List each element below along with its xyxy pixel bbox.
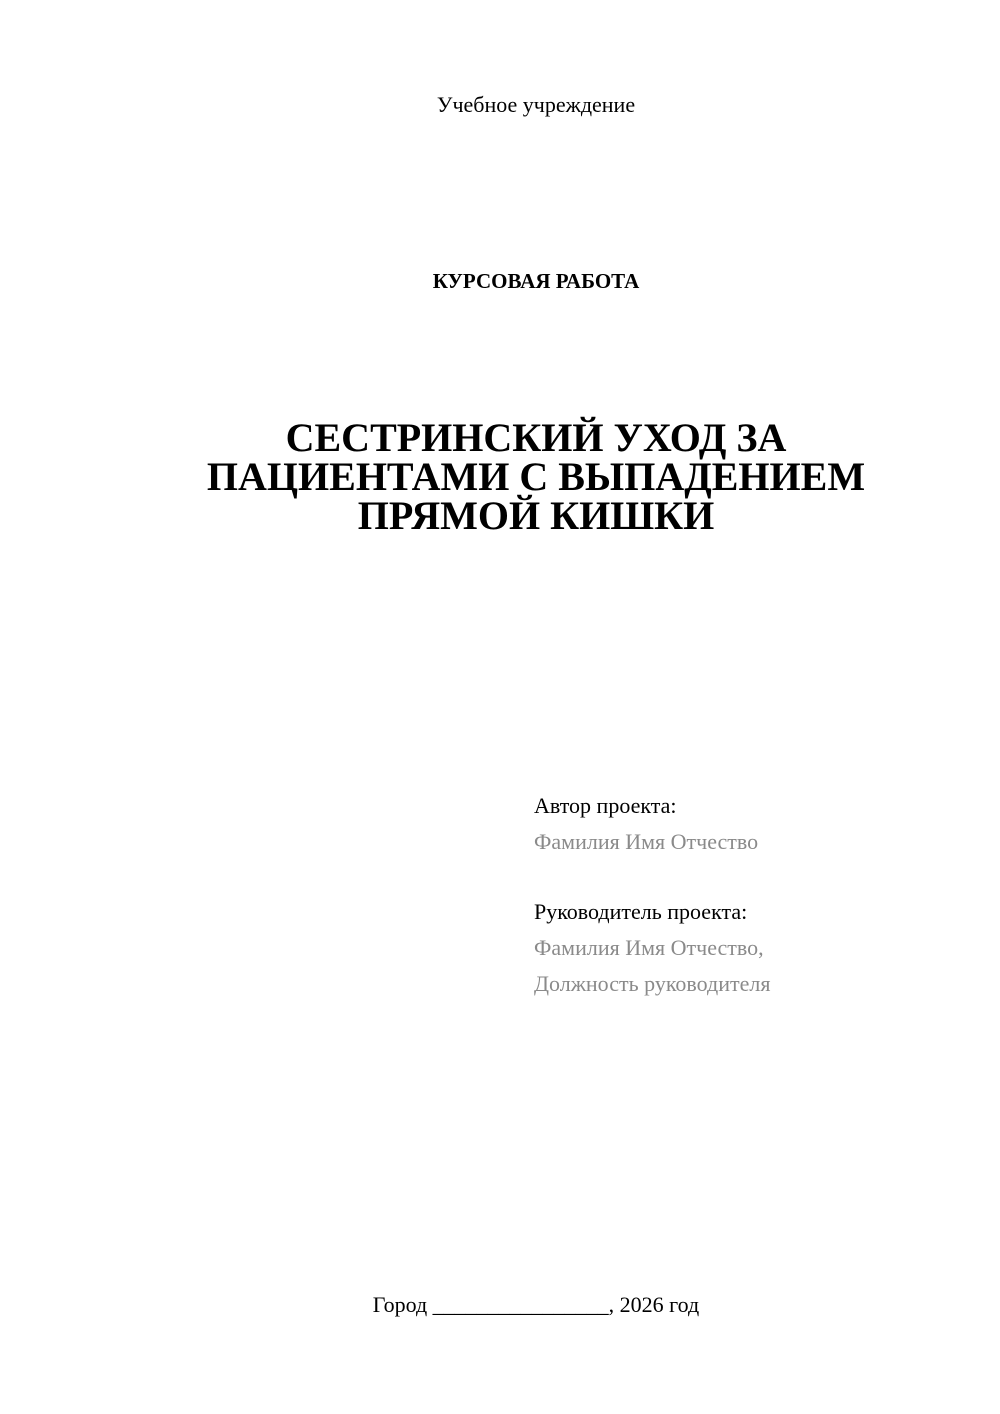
author-label: Автор проекта: [534, 793, 677, 818]
author-name-placeholder: Фамилия Имя Отчество [534, 829, 759, 854]
work-type-heading: КУРСОВАЯ РАБОТА [432, 269, 640, 293]
title-line: СЕСТРИНСКИЙ УХОД ЗА [285, 415, 787, 460]
title-line: ПРЯМОЙ КИШКИ [357, 493, 715, 538]
spacer [534, 860, 974, 894]
institution-name: Учебное учреждение [436, 92, 636, 117]
document-title [186, 415, 886, 538]
supervisor-label: Руководитель проекта: [534, 899, 748, 924]
supervisor-position-placeholder: Должность руководителя [534, 971, 771, 996]
authors-block [534, 788, 974, 1002]
supervisor-name-placeholder: Фамилия Имя Отчество, [534, 935, 764, 960]
city-year-line: Город ________________, 2026 год [372, 1292, 700, 1317]
title-line: ПАЦИЕНТАМИ С ВЫПАДЕНИЕМ [206, 454, 866, 499]
